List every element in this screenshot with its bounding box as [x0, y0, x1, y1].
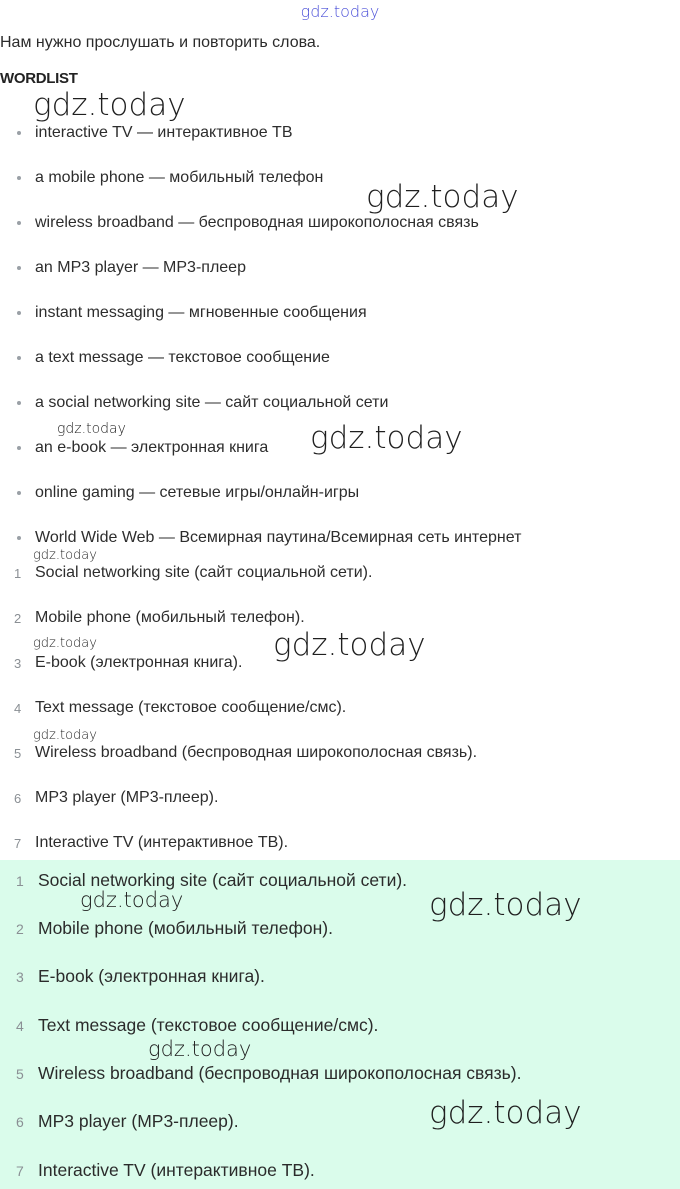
list-item-text: a social networking site — сайт социальной сети	[35, 394, 389, 411]
list-item-text: Mobile phone (мобильный телефон).	[38, 918, 333, 938]
intro-text: Нам нужно прослушать и повторить слова.	[0, 34, 321, 51]
list-item-text: online gaming — сетевые игры/онлайн-игры	[35, 484, 360, 501]
list-item-text: Wireless broadband (беспроводная широкополосная связь).	[38, 1063, 522, 1083]
bullet-icon	[17, 491, 21, 495]
watermark: gdz.today	[273, 627, 426, 663]
watermark: gdz.today	[57, 421, 126, 437]
item-number: 4	[16, 1018, 24, 1034]
item-number: 4	[14, 701, 22, 716]
list-item-text: Social networking site (сайт социальной сети).	[38, 870, 408, 890]
list-item-text: interactive TV — интерактивное ТВ	[35, 124, 293, 141]
watermark: gdz.today	[310, 420, 463, 456]
list-item-text: a mobile phone — мобильный телефон	[35, 169, 324, 186]
list-item-text: E-book (электронная книга).	[38, 966, 265, 986]
list-item-text: Wireless broadband (беспроводная широкополосная связь).	[35, 744, 478, 761]
bullet-icon	[17, 356, 21, 360]
bullet-icon	[17, 131, 21, 135]
bullet-icon	[17, 446, 21, 450]
list-item-text: E-book (электронная книга).	[35, 654, 243, 671]
watermark: gdz.today	[33, 728, 97, 743]
bullet-icon	[17, 221, 21, 225]
watermark: gdz.today	[33, 548, 97, 563]
watermark: gdz.today	[148, 1037, 252, 1061]
bullet-icon	[17, 176, 21, 180]
item-number: 2	[14, 611, 22, 626]
bullet-icon	[17, 401, 21, 405]
list-item-text: Interactive TV (интерактивное ТВ).	[38, 1160, 315, 1180]
item-number: 1	[14, 566, 22, 581]
list-item-text: Interactive TV (интерактивное ТВ).	[35, 834, 289, 851]
watermark: gdz.today	[300, 2, 380, 21]
item-number: 2	[16, 921, 24, 937]
bullet-icon	[17, 536, 21, 540]
list-item-text: MP3 player (MP3-плеер).	[35, 789, 219, 806]
section-heading: WORDLIST	[0, 70, 78, 87]
watermark: gdz.today	[33, 636, 97, 651]
watermark: gdz.today	[429, 887, 582, 923]
item-number: 3	[16, 969, 24, 985]
item-number: 6	[14, 791, 22, 806]
list-item-text: MP3 player (MP3-плеер).	[38, 1111, 239, 1131]
list-item-text: an MP3 player — MP3-плеер	[35, 259, 246, 276]
item-number: 1	[16, 873, 24, 889]
item-number: 6	[16, 1114, 24, 1130]
item-number: 5	[14, 746, 22, 761]
list-item-text: Text message (текстовое сообщение/смс).	[38, 1015, 379, 1035]
list-item-text: a text message — текстовое сообщение	[35, 349, 330, 366]
watermark: gdz.today	[429, 1095, 582, 1131]
item-number: 7	[14, 836, 22, 851]
item-number: 5	[16, 1066, 24, 1082]
watermark: gdz.today	[366, 179, 519, 215]
item-number: 3	[14, 656, 22, 671]
answer-block	[0, 860, 680, 1189]
list-item-text: wireless broadband — беспроводная широкополосная связь	[35, 214, 479, 231]
list-item-text: instant messaging — мгновенные сообщения	[35, 304, 367, 321]
bullet-icon	[17, 266, 21, 270]
item-number: 7	[16, 1163, 24, 1179]
list-item-text: World Wide Web — Всемирная паутина/Всемирная сеть интернет	[35, 529, 522, 546]
list-item-text: Text message (текстовое сообщение/смс).	[35, 699, 347, 716]
list-item-text: Mobile phone (мобильный телефон).	[35, 609, 305, 626]
list-item-text: an e-book — электронная книга	[35, 439, 269, 456]
watermark: gdz.today	[80, 888, 184, 912]
list-item-text: Social networking site (сайт социальной сети).	[35, 564, 373, 581]
bullet-icon	[17, 311, 21, 315]
watermark: gdz.today	[33, 87, 186, 123]
